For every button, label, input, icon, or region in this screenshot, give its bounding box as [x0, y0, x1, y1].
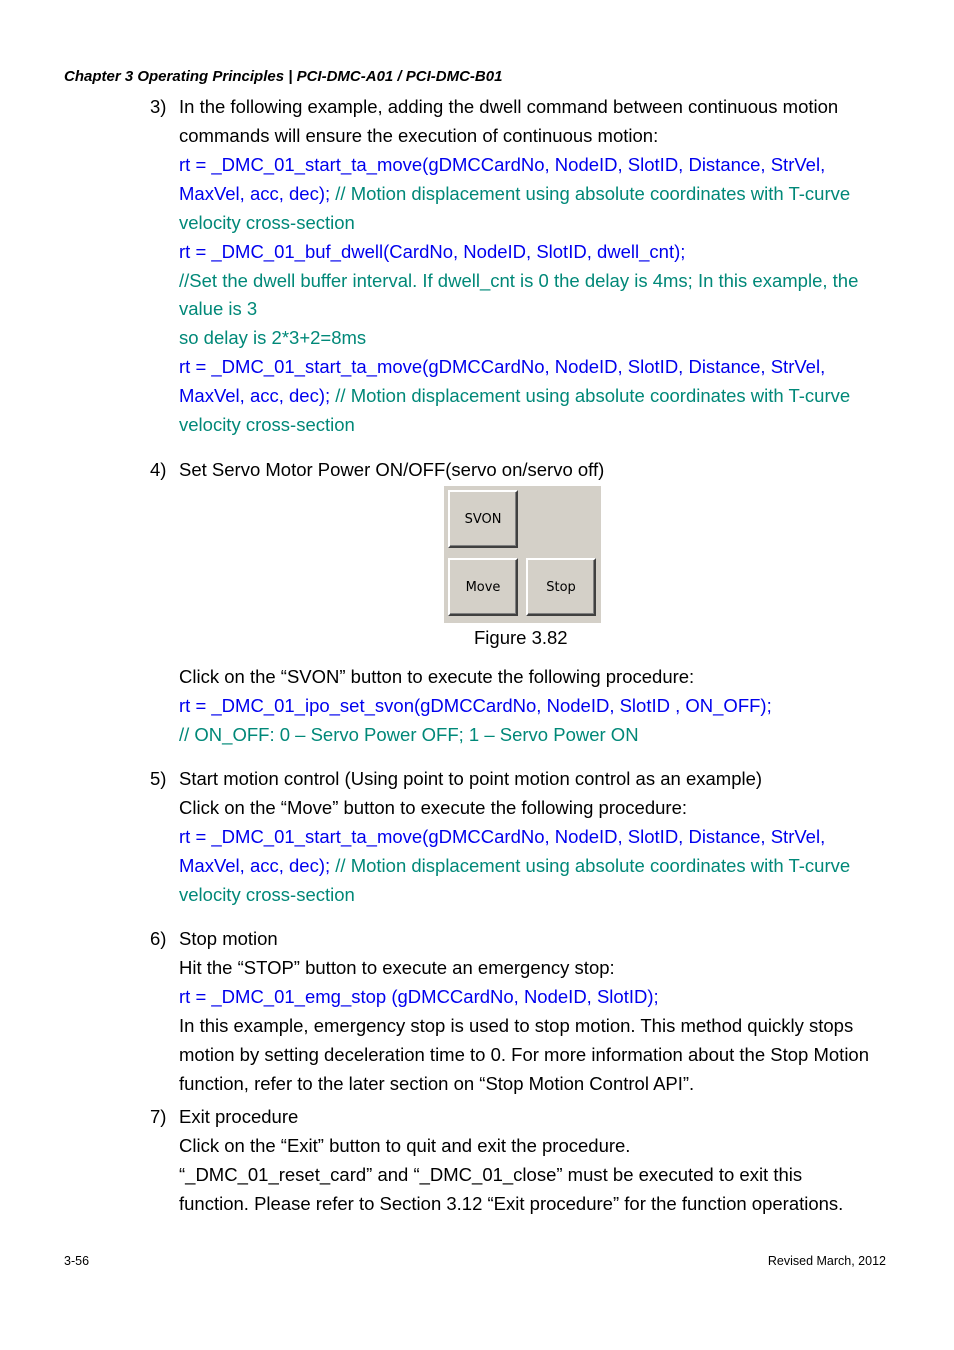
text-line: In the following example, adding the dwell command between continuous motion — [179, 96, 839, 117]
text-line — [179, 298, 257, 320]
text-line — [179, 356, 825, 378]
code-text: rt = _DMC_01_buf_dwell(CardNo, NodeID, SlotID, dwell_cnt); — [179, 241, 686, 262]
code-comment: // Motion displacement using absolute coordinates with T-curve — [335, 183, 851, 204]
text-line: motion by setting deceleration time to 0. For more information about the Stop Motion — [179, 1044, 870, 1065]
svon-button[interactable]: SVON — [448, 490, 518, 548]
list-number: 3) — [150, 96, 167, 117]
code-comment: so delay is 2*3+2=8ms — [179, 327, 367, 348]
text-line — [179, 986, 659, 1008]
text-line — [179, 855, 850, 877]
text-line — [179, 695, 772, 717]
text-line — [179, 270, 858, 292]
code-text: rt = _DMC_01_start_ta_move(gDMCCardNo, NodeID, SlotID, Distance, StrVel, — [179, 154, 826, 175]
text-line: Exit procedure — [179, 1106, 299, 1127]
text-line: Click on the “Move” button to execute the following procedure: — [179, 797, 688, 818]
text-line: Stop motion — [179, 928, 278, 949]
code-text: rt = _DMC_01_emg_stop (gDMCCardNo, NodeID, SlotID); — [179, 986, 659, 1007]
text-line — [179, 385, 850, 407]
text-line: commands will ensure the execution of continuous motion: — [179, 125, 659, 146]
text-line — [179, 884, 355, 906]
revision-date: Revised March, 2012 — [767, 1254, 886, 1268]
code-comment: velocity cross-section — [179, 414, 355, 435]
text-line — [179, 327, 366, 349]
page-number: 3-56 — [64, 1254, 90, 1268]
text-line — [179, 414, 355, 436]
text-line: Hit the “STOP” button to execute an emergency stop: — [179, 957, 615, 978]
page-header: Chapter 3 Operating Principles | PCI-DMC-A01 / PCI-DMC-B01 — [64, 68, 503, 85]
text-line: In this example, emergency stop is used to stop motion. This method quickly stops — [179, 1015, 854, 1036]
code-text: rt = _DMC_01_ipo_set_svon(gDMCCardNo, NodeID, SlotID , ON_OFF); — [179, 695, 772, 716]
code-text: rt = _DMC_01_start_ta_move(gDMCCardNo, NodeID, SlotID, Distance, StrVel, — [179, 826, 826, 847]
code-text: MaxVel, acc, dec); — [179, 183, 336, 204]
code-text: rt = _DMC_01_start_ta_move(gDMCCardNo, NodeID, SlotID, Distance, StrVel, — [179, 356, 826, 377]
text-line: Click on the “SVON” button to execute the following procedure: — [179, 666, 695, 687]
code-text: MaxVel, acc, dec); — [179, 385, 336, 406]
code-comment: //Set the dwell buffer interval. If dwell_cnt is 0 the delay is 4ms; In this example, the — [179, 270, 859, 291]
code-comment: value is 3 — [179, 298, 258, 319]
list-number: 5) — [150, 768, 167, 789]
text-line — [179, 212, 355, 234]
list-number: 6) — [150, 928, 167, 949]
code-comment: velocity cross-section — [179, 212, 355, 233]
text-line — [179, 154, 825, 176]
text-line — [179, 724, 639, 746]
code-comment: // Motion displacement using absolute coordinates with T-curve — [335, 385, 851, 406]
figure-caption: Figure 3.82 — [474, 627, 568, 648]
move-button[interactable]: Move — [448, 558, 518, 616]
code-text: MaxVel, acc, dec); — [179, 855, 336, 876]
code-comment: velocity cross-section — [179, 884, 355, 905]
code-comment: // Motion displacement using absolute coordinates with T-curve — [335, 855, 851, 876]
code-comment: // ON_OFF: 0 – Servo Power OFF; 1 – Servo Power ON — [179, 724, 639, 745]
text-line: function, refer to the later section on “Stop Motion Control API”. — [179, 1073, 695, 1094]
text-line: Set Servo Motor Power ON/OFF(servo on/servo off) — [179, 459, 605, 480]
text-line — [179, 183, 850, 205]
text-line — [179, 241, 685, 263]
text-line: Click on the “Exit” button to quit and exit the procedure. — [179, 1135, 631, 1156]
text-line: function. Please refer to Section 3.12 “Exit procedure” for the function operations. — [179, 1193, 844, 1214]
text-line — [179, 826, 825, 848]
figure-button-panel — [444, 486, 601, 623]
list-number: 4) — [150, 459, 167, 480]
list-number: 7) — [150, 1106, 167, 1127]
stop-button[interactable]: Stop — [526, 558, 596, 616]
text-line: “_DMC_01_reset_card” and “_DMC_01_close” must be executed to exit this — [179, 1164, 803, 1185]
text-line: Start motion control (Using point to point motion control as an example) — [179, 768, 763, 789]
